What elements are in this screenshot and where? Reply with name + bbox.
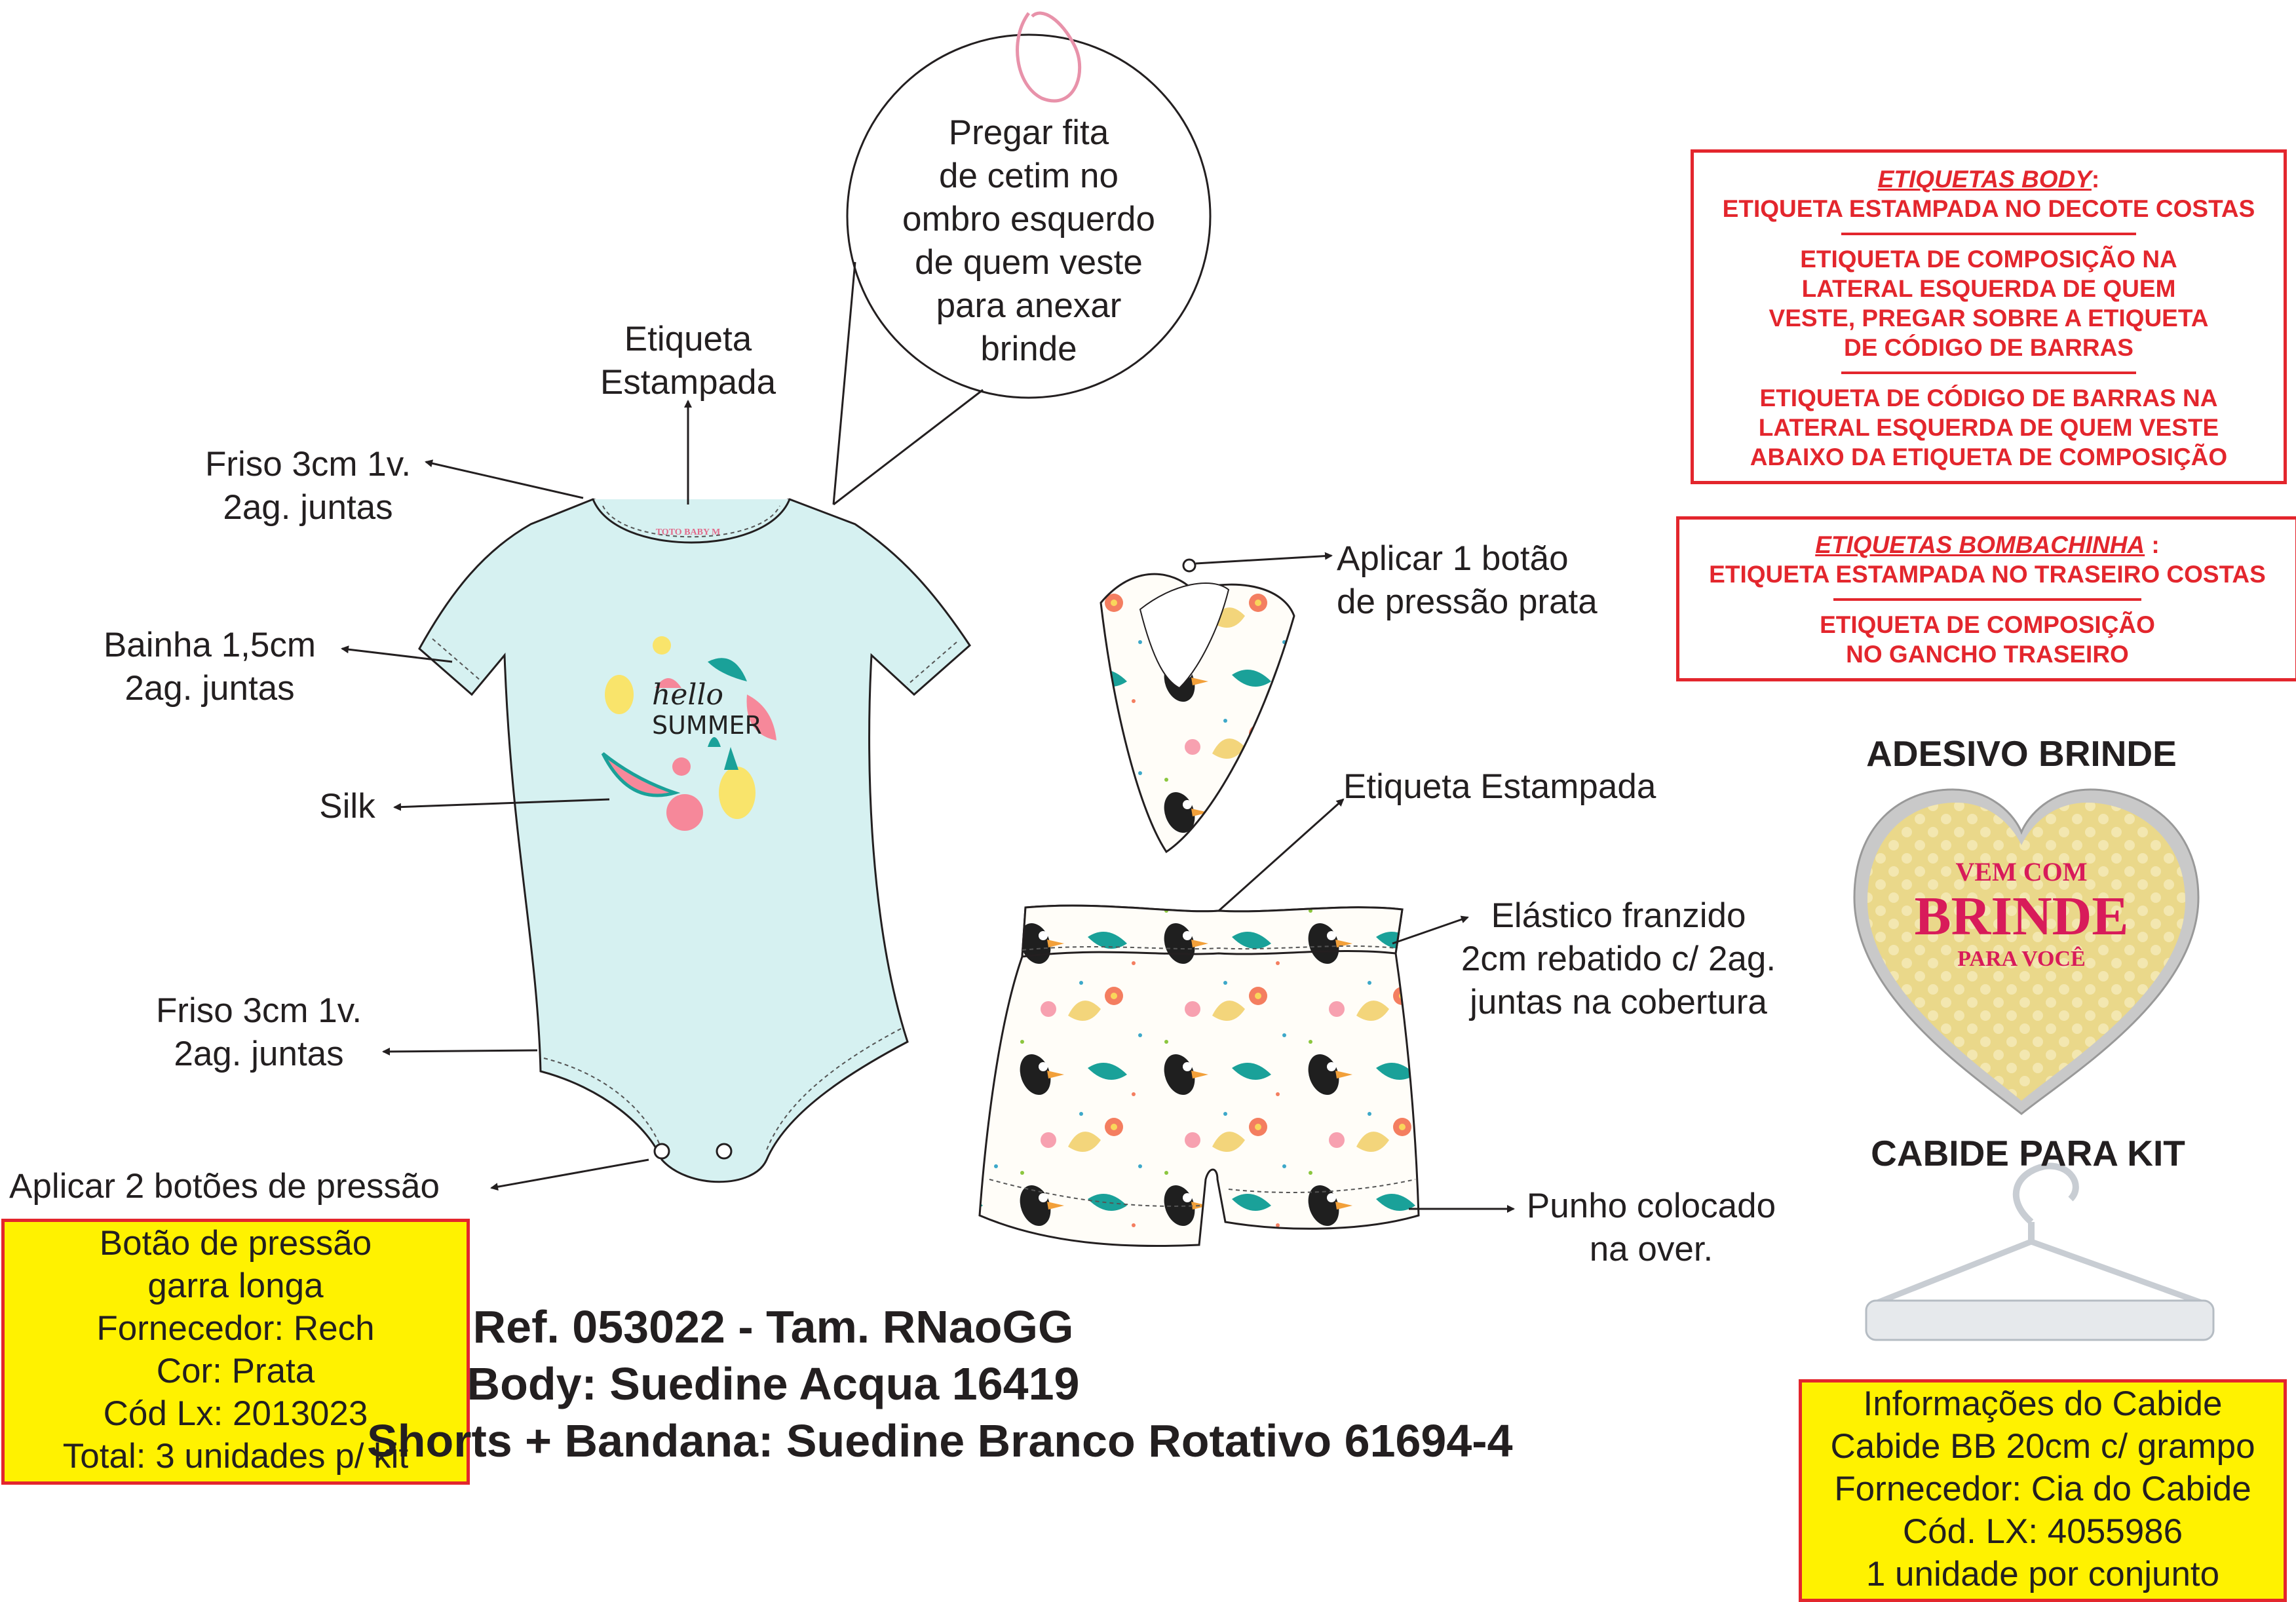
label-bainha <box>79 624 341 710</box>
divider <box>1841 233 2136 235</box>
label-line: Etiqueta <box>624 320 752 358</box>
label-aplicar-1-botao <box>1337 537 1598 624</box>
etiquetas-body-box <box>1691 149 2287 484</box>
reference-line: Shorts + Bandana: Suedine Branco Rotativo 61694-4 <box>367 1415 1513 1466</box>
etiquetas-body-line: ETIQUETA DE COMPOSIÇÃO NA <box>1800 246 2177 273</box>
title-suffix: : <box>2091 166 2100 193</box>
circle-note-line: ombro esquerdo <box>902 200 1155 238</box>
label-etiqueta-estampada-shorts: Etiqueta Estampada <box>1343 767 1656 806</box>
cabide-info-line: Cód. LX: 4055986 <box>1902 1512 2183 1551</box>
body-brand-label: TOTO BABY M <box>655 527 721 537</box>
reference-block <box>367 1299 1513 1470</box>
reference-line: Ref. 053022 - Tam. RNaoGG <box>472 1301 1074 1352</box>
botao-info-line: Total: 3 unidades p/ kit <box>62 1437 409 1476</box>
snap-button-icon <box>717 1144 731 1158</box>
circle-note-line: de quem veste <box>915 243 1143 282</box>
label-line: Aplicar 1 botão <box>1337 539 1569 578</box>
label-friso-top <box>183 443 432 529</box>
botao-info-line: Cód Lx: 2013023 <box>103 1394 368 1433</box>
circle-note-line: para anexar <box>936 286 1122 325</box>
etiquetas-body-line: ABAIXO DA ETIQUETA DE COMPOSIÇÃO <box>1750 444 2228 470</box>
title-suffix: : <box>2145 531 2160 558</box>
label-punho <box>1514 1185 1789 1271</box>
etiquetas-body-line: ETIQUETA DE CÓDIGO DE BARRAS NA <box>1759 385 2218 411</box>
adesivo-line-3: PARA VOCÊ <box>1957 947 2086 971</box>
etiquetas-bombachinha-line: ETIQUETA DE COMPOSIÇÃO <box>1820 611 2155 638</box>
cabide-info-line: Informações do Cabide <box>1863 1384 2223 1423</box>
arrow-aplicar-1 <box>1196 556 1331 563</box>
etiquetas-body-title: ETIQUETAS BODY <box>1877 166 2092 193</box>
body-print-hello: hello <box>652 678 724 712</box>
circle-note-line: brinde <box>980 330 1077 368</box>
arrow-etiqueta-shorts <box>1219 799 1343 911</box>
label-friso-bottom <box>131 989 387 1076</box>
label-line: 2ag. juntas <box>124 669 295 708</box>
botao-info-line: Cor: Prata <box>156 1352 315 1390</box>
cabide-info-box <box>1799 1379 2287 1602</box>
etiquetas-body-line: LATERAL ESQUERDA DE QUEM <box>1801 275 2176 302</box>
label-line: Bainha 1,5cm <box>103 626 316 664</box>
botao-info-line: garra longa <box>147 1267 324 1305</box>
label-line: 2cm rebatido c/ 2ag. <box>1461 940 1776 978</box>
etiquetas-bombachinha-line: NO GANCHO TRASEIRO <box>1846 641 2129 668</box>
label-elastico <box>1442 894 1795 1024</box>
cabide-info-line: Fornecedor: Cia do Cabide <box>1834 1470 2251 1508</box>
adesivo-heading: ADESIVO BRINDE <box>1866 733 2177 774</box>
label-line: Estampada <box>600 363 776 402</box>
botao-info-line: Botão de pressão <box>99 1224 372 1263</box>
adesivo-line-1: VEM COM <box>1955 857 2088 887</box>
etiquetas-body-line: DE CÓDIGO DE BARRAS <box>1844 334 2133 361</box>
etiquetas-bombachinha-line: ETIQUETA ESTAMPADA NO TRASEIRO COSTAS <box>1709 561 2266 588</box>
label-line: Friso 3cm 1v. <box>204 445 411 484</box>
body-print-summer: SUMMER <box>652 711 762 740</box>
etiquetas-body-line: LATERAL ESQUERDA DE QUEM VESTE <box>1758 414 2219 441</box>
circle-note-line: de cetim no <box>939 157 1119 195</box>
bodysuit-drawing <box>419 499 970 1182</box>
etiquetas-bombachinha-box <box>1676 516 2296 681</box>
etiquetas-body-line: ETIQUETA ESTAMPADA NO DECOTE COSTAS <box>1722 195 2255 222</box>
cabide-heading: CABIDE PARA KIT <box>1871 1133 2185 1173</box>
botao-info-line: Fornecedor: Rech <box>96 1309 375 1348</box>
adesivo-line-2: BRINDE <box>1914 886 2129 947</box>
divider <box>1833 598 2141 601</box>
circle-pointer-right <box>833 390 983 505</box>
snap-button-icon <box>655 1144 669 1158</box>
label-etiqueta-estampada-body <box>577 318 799 404</box>
label-line: 2ag. juntas <box>174 1035 344 1073</box>
label-line: Punho colocado <box>1526 1187 1776 1225</box>
bandana-drawing <box>1101 560 1294 852</box>
cabide-info-line: 1 unidade por conjunto <box>1866 1555 2220 1593</box>
label-line: na over. <box>1589 1230 1713 1268</box>
snap-button-icon <box>1183 560 1195 571</box>
circle-note-line: Pregar fita <box>948 113 1109 152</box>
arrow-aplicar-2 <box>491 1160 649 1188</box>
cabide-info-line: Cabide BB 20cm c/ grampo <box>1830 1427 2255 1466</box>
adesivo-text <box>1890 857 2152 972</box>
label-line: juntas na cobertura <box>1470 983 1767 1021</box>
etiquetas-bombachinha-title: ETIQUETAS BOMBACHINHA <box>1815 531 2145 558</box>
label-silk: Silk <box>319 787 375 826</box>
arrow-friso-top <box>426 462 583 498</box>
divider <box>1841 372 2136 374</box>
etiquetas-body-line: VESTE, PREGAR SOBRE A ETIQUETA <box>1769 305 2209 332</box>
arrow-friso-bottom <box>383 1050 537 1052</box>
hanger-icon <box>1866 1166 2213 1340</box>
label-aplicar-2-botoes: Aplicar 2 botões de pressão <box>9 1167 440 1206</box>
label-line: de pressão prata <box>1337 582 1598 621</box>
shorts-drawing <box>980 906 1419 1246</box>
circle-note <box>891 111 1166 371</box>
label-line: 2ag. juntas <box>223 488 393 527</box>
circle-pointer-left <box>833 262 855 505</box>
label-line: Friso 3cm 1v. <box>155 991 362 1030</box>
reference-line: Body: Suedine Acqua 16419 <box>467 1358 1080 1409</box>
label-line: Elástico franzido <box>1491 896 1746 935</box>
